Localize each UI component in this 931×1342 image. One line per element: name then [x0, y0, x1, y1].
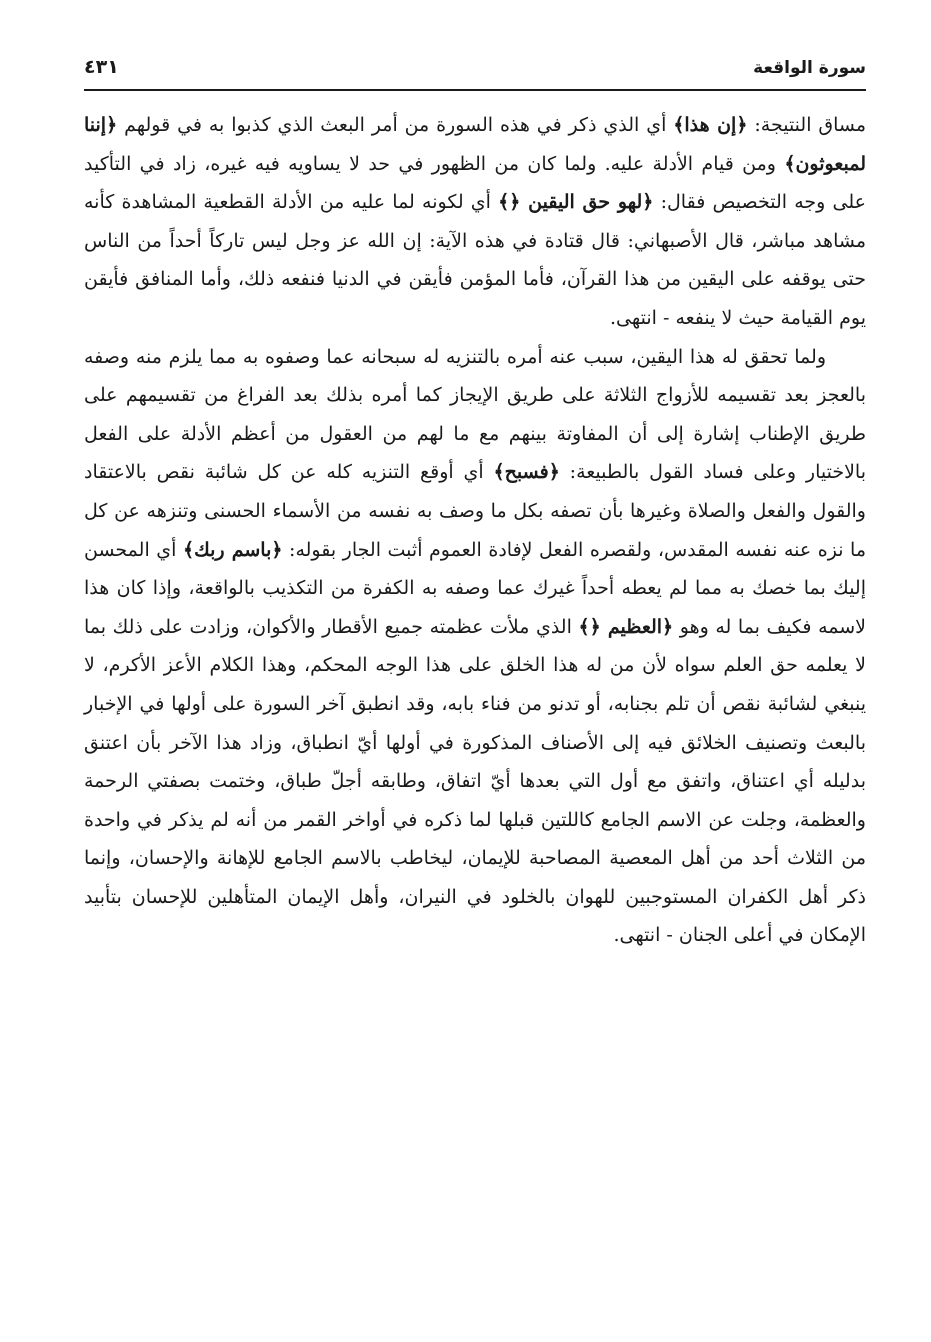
text-segment: ومن قيام الأدلة عليه. ولما كان من الظهور في حد لا يساويه فيه غيره، زاد في التأكيد على وجه التخصيص فقال:	[84, 152, 866, 214]
text-segment: ولما تحقق له هذا اليقين، سبب عنه أمره بالتنزيه له سبحانه عما وصفوه به مما يلزم منه وصفه بالعجز بعد تقسيمه للأزواج الثلاثة على طريق الإيجاز كما أمره بذلك بعد الفراغ من تقسيمهم على طريق الإطناب إشارة إلى أن المفاوتة بينهم مع ما لهم من العقول من أعظم الأدلة على الفعل بالاختيار وعلى فساد القول بالطبيعة:	[84, 345, 866, 484]
quran-quote: ﴿لهو حق اليقين ﴿﴾	[498, 191, 654, 214]
header-divider	[84, 89, 866, 91]
text-segment: أي الذي ذكر في هذه السورة من أمر البعث الذي كذبوا به في قولهم	[117, 114, 674, 136]
paragraph-1	[84, 106, 866, 338]
page-header	[84, 56, 866, 88]
text-segment: أي المحسن إليك بما خصك به مما لم يعطه أحداً غيرك عما وصفه به الكفرة من التكذيب بالواقعة، وإذا كان هذا لاسمه فكيف بما له وهو	[84, 538, 867, 638]
text-segment: مساق النتيجة:	[747, 114, 867, 136]
text-segment: الذي ملأت عظمته جميع الأقطار والأكوان، وزادت على ذلك بما لا يعلمه حق العلم سواه لأن من له هذا الخلق على هذا الوجه المحكم، وهذا الكلام الأعز الأكرم، لا ينبغي لشائبة نقص أن تلم بجنابه، أو تدنو من فناء بابه، وقد انطبق آخر السورة على أولها في الإخبار بالبعث وتصنيف الخلائق فيه إلى الأصناف المذكورة في أولها أيّ انطباق، وزاد هذا الآخر بأن اعتنق بدليله أي اعتناق، واتفق مع أول التي بعدها أيّ اتفاق، وطابقه أجلّ طباق، وختمت بصفتي الرحمة والعظمة، وجلت عن الاسم الجامع كاللتين قبلها لما ذكره في أواخر القمر من أنه لم يذكر في واحدة من الثلاث أحد من أهل المعصية المصاحبة للإيمان، ليخاطب بالاسم الجامع للإهانة والإحسان، وإنما ذكر أهل الكفران المستوجبين للهوان بالخلود في النيران، وأهل الإيمان المتأهلين للإحسان بتأبيد الإمكان في أعلى الجنان - انتهى.	[84, 615, 866, 947]
surah-title: سورة الواقعة	[753, 58, 866, 78]
paragraph-2	[84, 338, 866, 956]
page-number: ٤٣١	[84, 56, 119, 78]
quran-quote: ﴿إننا لمبعوثون﴾	[84, 114, 866, 175]
body-text	[84, 106, 866, 955]
quran-quote: ﴿فسبح﴾	[493, 461, 560, 484]
text-segment: أي لكونه لما عليه من الأدلة القطعية المشاهدة كأنه مشاهد مباشر، قال الأصبهاني: قال قتادة في هذه الآية: إن الله عز وجل ليس تاركاً أحداً من الناس حتى يوقفه على اليقين من هذا القرآن، فأما المؤمن فأيقن في الدنيا فنفعه ذلك، وأما المنافق فأيقن يوم القيامة حيث لا ينفعه - انتهى.	[84, 191, 866, 329]
quran-quote: ﴿العظيم ﴿﴾	[578, 615, 674, 638]
text-segment: أي أوقع التنزيه كله عن كل شائبة نقص بالاعتقاد والقول والفعل والصلاة وغيرها بأن تصفه بكل ما وصف به نفسه من الأسماء الحسنى وتنزهه عن كل ما نزه عنه نفسه المقدس، ولقصره الفعل لإفادة العموم أثبت الجار بقوله:	[84, 461, 866, 561]
quran-quote: ﴿باسم ربك﴾	[182, 538, 283, 561]
quran-quote: ﴿إن هذا﴾	[673, 114, 748, 136]
